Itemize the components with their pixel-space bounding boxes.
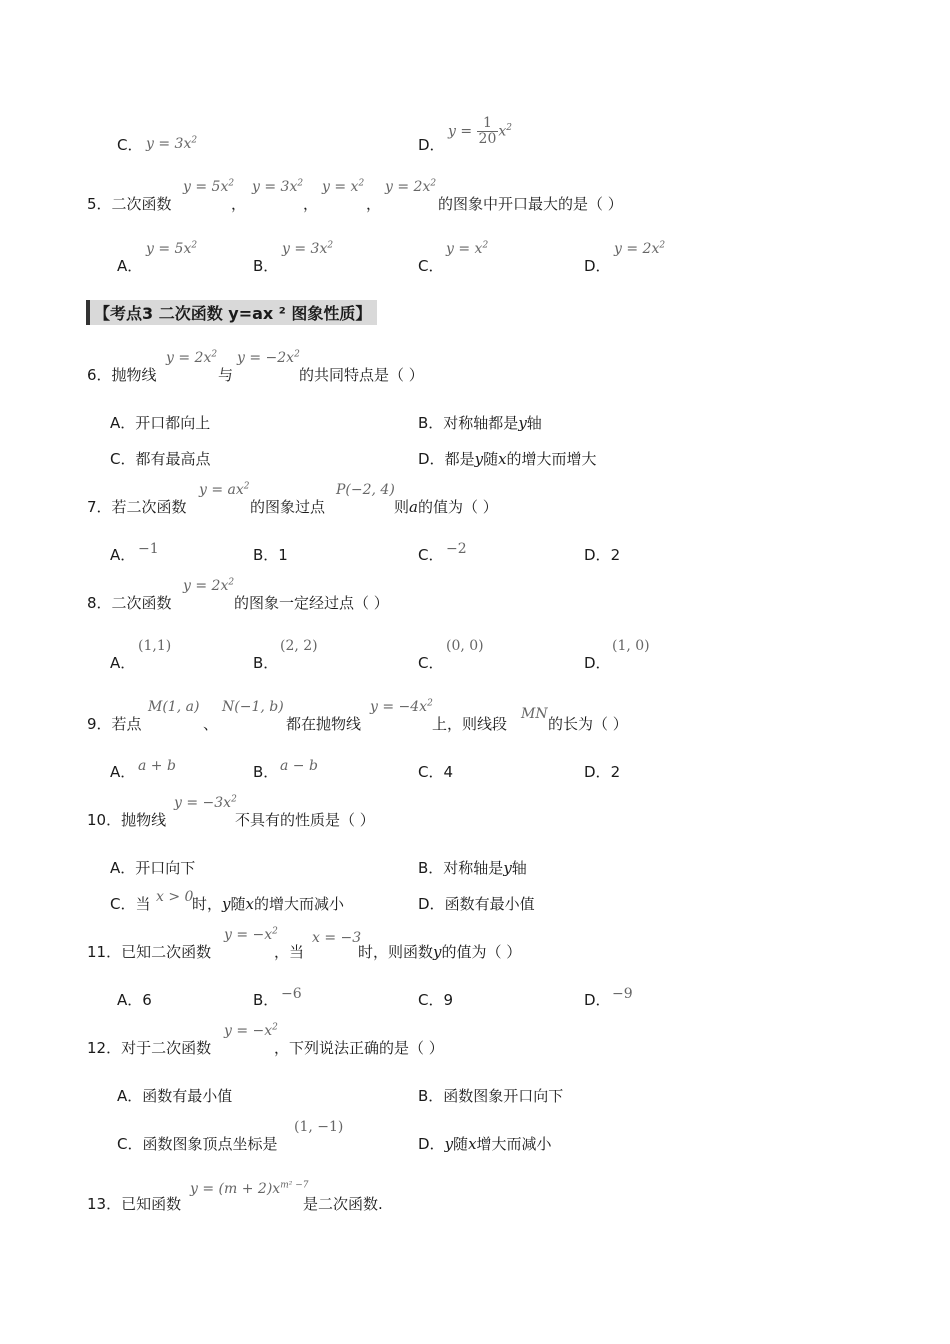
q8-option-d: D． <box>584 654 611 672</box>
q11-condition: x = −3 <box>312 930 362 946</box>
q9-option-c: C．4 <box>418 763 454 781</box>
q5-formula-1: $y = 5x^2$ <box>183 178 235 195</box>
q5-formula-2: $y = 3x^2$ <box>252 178 304 195</box>
q11-option-d-value: −9 <box>612 986 633 1002</box>
q7-text: 的图象过点 <box>250 498 326 516</box>
q12-option-c-value: (1, −1) <box>294 1119 344 1135</box>
q5-comma: ， <box>303 195 319 213</box>
q11-option-b: B． <box>253 991 279 1009</box>
question-7: 7．若二次函数 <box>87 498 187 516</box>
q6-text: 与 <box>218 366 234 384</box>
q10-formula: $y = -3x^2$ <box>174 794 237 811</box>
question-5: 5．二次函数 <box>87 195 172 213</box>
q10-text: 不具有的性质是（ ） <box>235 811 375 829</box>
q6-option-d: D．都是y随x的增大而增大 <box>418 450 597 468</box>
q6-text: 的共同特点是（ ） <box>299 366 424 384</box>
q5-formula-3: $y = x^2$ <box>322 178 365 195</box>
q7-point: P(−2, 4) <box>336 482 395 498</box>
q8-option-a: A． <box>110 654 136 672</box>
q9-formula: $y = -4x^2$ <box>370 698 433 715</box>
q5-option-b-formula: $y = 3x^2$ <box>282 240 334 257</box>
q5-option-c-formula: $y = x^2$ <box>446 240 489 257</box>
q9-text: 、 <box>203 715 219 733</box>
q6-option-a: A．开口都向上 <box>110 414 211 432</box>
q12-option-a: A．函数有最小值 <box>117 1087 233 1105</box>
q11-option-a: A．6 <box>117 991 152 1009</box>
q9-option-b: B． <box>253 763 279 781</box>
q8-option-d-value: (1, 0) <box>612 638 650 654</box>
q9-option-d: D．2 <box>584 763 621 781</box>
q9-option-b-value: a − b <box>280 758 318 774</box>
question-13: 13．已知函数 <box>87 1195 182 1213</box>
q10-option-d: D．函数有最小值 <box>418 895 535 913</box>
q8-option-c-value: (0, 0) <box>446 638 484 654</box>
q11-text: ，当 <box>274 943 305 961</box>
question-8: 8．二次函数 <box>87 594 172 612</box>
q5-option-a-formula: $y = 5x^2$ <box>146 240 198 257</box>
q5-text: 的图象中开口最大的是（ ） <box>438 195 623 213</box>
q11-option-b-value: −6 <box>281 986 302 1002</box>
q12-text: ，下列说法正确的是（ ） <box>274 1039 444 1057</box>
q13-formula: $y = (m + 2)x^{m^2 -7}$ <box>190 1180 309 1197</box>
q9-text: 上，则线段 <box>432 715 508 733</box>
fraction: $\frac{1}{20}$ <box>478 115 497 147</box>
q11-formula: $y = -x^2$ <box>224 926 278 943</box>
q5-option-d: D． <box>584 257 611 275</box>
q8-text: 的图象一定经过点（ ） <box>234 594 389 612</box>
section-heading: 【考点3 二次函数 y=ax ² 图象性质】 <box>86 300 377 325</box>
q6-option-c: C．都有最高点 <box>110 450 211 468</box>
q7-option-c: C． <box>418 546 444 564</box>
question-11: 11．已知二次函数 <box>87 943 212 961</box>
q6-formula-1: $y = 2x^2$ <box>166 349 218 366</box>
q10-option-c-text: 时，y随x的增大而减小 <box>192 895 344 913</box>
q13-text: 是二次函数. <box>303 1195 383 1213</box>
q9-option-a-value: a + b <box>138 758 176 774</box>
q5-formula-4: $y = 2x^2$ <box>385 178 437 195</box>
q7-option-d: D．2 <box>584 546 621 564</box>
q12-formula: $y = -x^2$ <box>224 1022 278 1039</box>
q9-segment: MN <box>521 706 548 722</box>
q4-option-d: D． <box>418 136 445 154</box>
q4-option-d-formula: y = $\frac{1}{20}$ $x^2$ <box>448 115 513 147</box>
q9-point-n: N(−1, b) <box>222 699 284 715</box>
q8-formula: $y = 2x^2$ <box>183 577 235 594</box>
q10-option-c-condition: x > 0 <box>156 889 194 905</box>
q8-option-b: B． <box>253 654 279 672</box>
q7-formula: $y = ax^2$ <box>199 481 250 498</box>
q9-text: 都在抛物线 <box>286 715 362 733</box>
q7-option-a-value: −1 <box>138 541 159 557</box>
question-12: 12．对于二次函数 <box>87 1039 212 1057</box>
q7-option-c-value: −2 <box>446 541 467 557</box>
q12-option-b: B．函数图象开口向下 <box>418 1087 564 1105</box>
q5-comma: ， <box>366 195 382 213</box>
q9-point-m: M(1, a) <box>148 699 200 715</box>
q7-option-b: B．1 <box>253 546 288 564</box>
q11-text: 时，则函数y的值为（ ） <box>358 943 522 961</box>
q8-option-a-value: (1,1) <box>138 638 172 654</box>
q11-option-c: C．9 <box>418 991 454 1009</box>
q8-option-b-value: (2, 2) <box>280 638 318 654</box>
q9-text: 的长为（ ） <box>548 715 628 733</box>
q9-option-a: A． <box>110 763 136 781</box>
q7-option-a: A． <box>110 546 136 564</box>
q8-option-c: C． <box>418 654 444 672</box>
q5-option-b: B． <box>253 257 279 275</box>
q7-text: 则a的值为（ ） <box>394 498 498 516</box>
q10-option-c: C．当 <box>110 895 151 913</box>
q4-option-c: C． <box>117 136 143 154</box>
q6-option-b: B．对称轴都是y轴 <box>418 414 542 432</box>
question-6: 6．抛物线 <box>87 366 157 384</box>
q12-option-d: D．y随x增大而减小 <box>418 1135 552 1153</box>
question-10: 10．抛物线 <box>87 811 167 829</box>
q6-formula-2: $y = -2x^2$ <box>237 349 300 366</box>
question-9: 9．若点 <box>87 715 142 733</box>
q5-option-a: A． <box>117 257 143 275</box>
q4-option-c-formula: $y = 3x^2$ <box>146 135 198 152</box>
q10-option-a: A．开口向下 <box>110 859 196 877</box>
q10-option-b: B．对称轴是y轴 <box>418 859 527 877</box>
q5-option-c: C． <box>418 257 444 275</box>
q11-option-d: D． <box>584 991 611 1009</box>
q5-comma: ， <box>231 195 247 213</box>
q12-option-c: C．函数图象顶点坐标是 <box>117 1135 278 1153</box>
q5-option-d-formula: $y = 2x^2$ <box>614 240 666 257</box>
